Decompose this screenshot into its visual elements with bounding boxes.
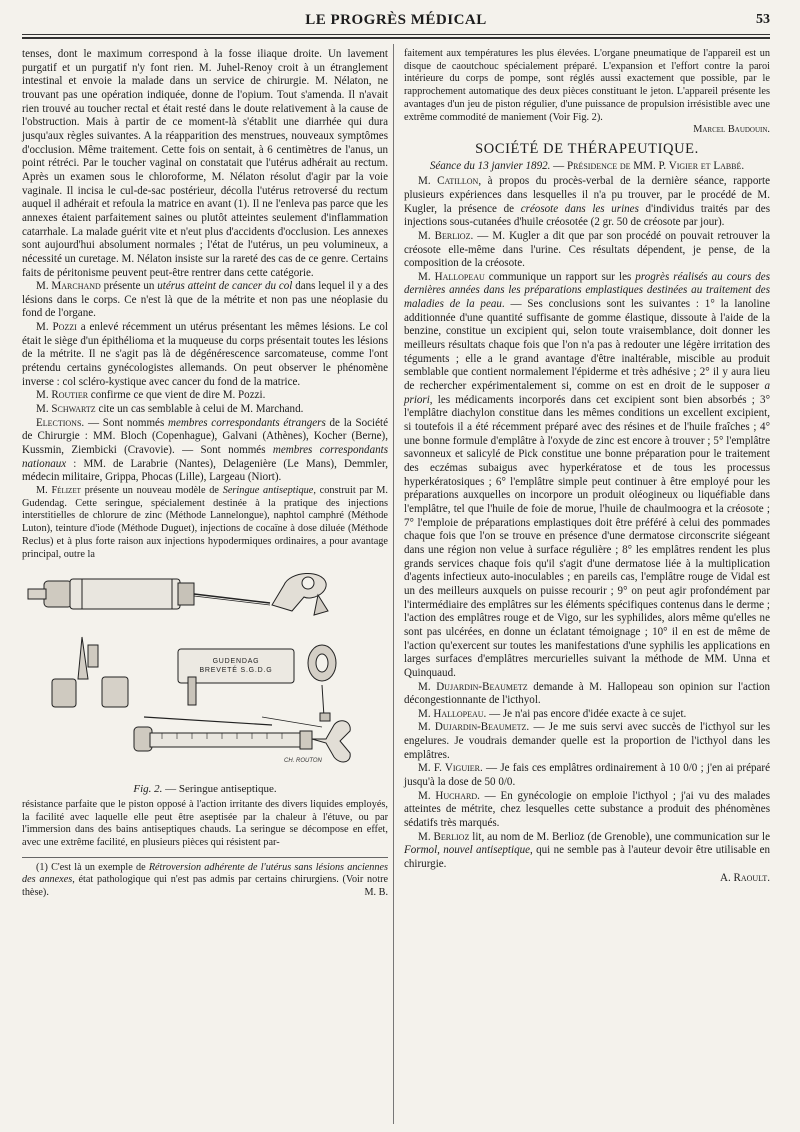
paragraph — [404, 708, 770, 722]
paragraph — [22, 403, 388, 417]
section-label: Elections. — [36, 416, 85, 429]
paragraph: tenses, dont le maximum correspond à la fosse iliaque droite. Un lavement purgatif et un purgatif n'y font rien. M. Juhel-Renoy croit à un étranglement intestinal et envoie la malade dans un service de chirurgie. M. Nélaton, ne trouvant pas une opération indiquée, donne de l'opium. Tout s'amenda. Il n'avait rien trouvé au toucher rectal et était resté dans le doute relativement à la cause de l'obstruction. Mais à partir de ce moment-là s'établit une diarrhée qui dura jusqu'aux règles suivantes. A la réapparition des menstrues, nouveaux symptômes d'occlusion. Même traitement. Cette fois on sentait, à 6 centimètres de l'anus, un point rétréci. Par le toucher vaginal on constatait que l'utérus adhérait au rectum. Après un examen sous le chloroforme, M. Nélaton résolut d'agir par la voie vaginale. Il incisa le cul-de-sac postérieur, décolla l'utérus retroversé du rectum auquel il adhérait et refoula la matrice en avant (1). Il ne l'enleva pas parce que les annexes étaient parfaitement saines ou plutôt atteintes seulement d'inflammation catarrhale. La malade guérit vite et n'eut plus d'accidents d'occlusion. Les annexes sont aujourd'hui absolument normales ; l'état de l'utérus, un peu volumineux, a nécessité un curetage. M. Nélaton insiste sur la rareté des cas de ce genre. Certains faits de péritonisme peuvent peut-être rentrer dans cette catégorie. — [22, 48, 388, 279]
text-run: faitement aux températures les plus élevées. L'organe pneumatique de l'appareil est un disque de caoutchouc spécialement préparé. L'expansion et l'effort contre la paroi intérieure du corps de pompe, sont réglés aussi exactement que possible, par le rapprochement automatique des deux pièces constituant le jeton. L'appareil présente les avantages d'un jeu de piston régulier, d'une puissance de propulsion irrésistible avec une extrême commodité de maniement (Voir Fig. 2). — [404, 48, 770, 123]
assembled-syringe-illustration — [28, 574, 328, 616]
brand-patent: BREVETÉ S.G.D.G — [199, 667, 273, 675]
paragraph — [404, 48, 770, 124]
text-run: . — Je n'ai pas encore d'idée exacte à ce sujet. — [483, 707, 687, 720]
text-run: de la Société de Chirurgie : MM. Bloch (Copenhague), Galvani (Athènes), Kocher (Berne), Kussmin, Ziembicki (Cravovie). — Sont nommés — [22, 416, 388, 457]
barrel-parts-illustration — [52, 637, 336, 727]
speaker-name: M. Félizet — [36, 485, 81, 496]
speaker-name: M. Routier — [36, 389, 89, 402]
page-header — [22, 10, 770, 32]
author-signature — [404, 124, 770, 137]
paragraph — [404, 831, 770, 872]
italic-run: a priori — [404, 380, 770, 406]
speaker-name: M. Hallopeau — [418, 707, 484, 720]
column-divider — [393, 44, 394, 1124]
text-run: d'individus traités par des injections sous-cutanées d'huile créosotée (2 gr. 50 de créosote par jour). — [404, 202, 771, 229]
italic-run: créosote dans les urines — [520, 202, 639, 215]
section-title: SOCIÉTÉ DE THÉRAPEUTIQUE. — [475, 140, 699, 157]
speaker-name: M. Hallopeau — [418, 270, 485, 283]
paragraph — [22, 485, 388, 561]
text-run: . — En gynécologie on emploie l'icthyol ; j'ai vu des malades atteintes de métrite, chez lesquelles cette substance a produit des phénomènes sédatifs très marqués. — [404, 789, 770, 830]
paragraph — [22, 389, 388, 403]
speaker-name: M. Marchand — [36, 280, 101, 293]
author-signature — [404, 872, 770, 886]
brand-name: GUDENDAG — [212, 658, 260, 666]
signature-name: Marcel Baudouin. — [693, 124, 770, 136]
paragraph — [404, 230, 770, 271]
paragraph — [404, 681, 770, 708]
text-run: demande à M. Hallopeau son opinion sur l'action décongestionnante de l'icthyol. — [404, 680, 770, 707]
italic-run: utérus atteint de cancer du col — [157, 280, 293, 293]
italic-run: membres correspondants nationaux — [22, 444, 389, 470]
italic-run: Formol, nouvel antiseptique — [404, 844, 531, 857]
text-run: . — Ses conclusions sont les suivantes : 1° la lanoline additionnée d'une quantité suffisante de gomme élastique, dissoute à l'aide de la benzine, constitue un excipient qui, selon toute vraisemblance, doit donner les meilleurs résultats chaque fois que l'on n'a pas à redouter une légère irritation des téguments ; elle a le grand avantage d'être inaltérable, miscible au produit semblable que contient normalement l'épiderme et très adhésive ; 2° il y aura lieu de rechercher expérimentalement si, comme on est en droit de le supposer — [404, 298, 770, 393]
text-run: . — M. Kugler a dit que par son procédé on pouvait retrouver la créosote elle-même dans l'urine. Ces résultats dépendent, je pense, de la composition de la créosote. — [404, 229, 770, 270]
figure-caption — [22, 783, 388, 797]
right-column — [404, 48, 770, 885]
signature-name: A. Raoult. — [719, 871, 770, 884]
text-run: , les médicaments incorporés dans cet excipient sont bien absorbés ; 3° l'emplâtre diachylon constitue dans les mêmes conditions un excellent excipient, si toutefois il a été récemment préparé avec des résines et de l'huile fraîches ; 4° une bonne formule d'emplâtre à l'oxyde de zinc est encore à trouver ; 5° l'emplâtre savonneux et salicylé de Pick constitue une bonne préparation pour le traitement des eczémas subaigus avec hyperkératose et de tous les processus hyperkératosiques ; 6° l'emplâtre simple peut continuer à être employé pour les préparations auxquelles on incorpore un produit oléogineux ou liquéfiable dans l'emplâtre, tel que l'huile de foie de morue, l'huile de chaulmoogra et la créosote ; 7° l'emploie de préparations emplastiques doit être préféré à celui des pommades chaque fois que l'on se trouve en présence d'une dermatose circonscrite siégeant dans une région non velue à surface régulière ; 8° les emplâtres rendent les plus grands services chaque fois qu'il s'agit d'une dermatose liée à la multiplication d'agents infectieux auto-inoculables ; en pareils cas, l'emplâtre rouge de Vidal est un des meilleurs auxquels on puisse recourir ; 9° on peut agir profondément par l'intermédiaire des emplâtres sur les éléments spécifiques contenus dans le derme ; l'action des emplâtres rouge et de Vigo, sur les syphilides, alors même qu'elles ne sont pas ulcérées, en donne un éclatant témoignage ; 10° il en est de même de l'action qu'exercent sur toutes les manifestations d'une syphilis les applications en larges surfaces d'emplâtres mercurielles suivant la méthode de MM. Unna et Quinquaud. — [404, 393, 770, 679]
text-run: : MM. de Larabrie (Nantes), Delagenière (Le Mans), Demmler, médecin militaire, Grippa, Phocas (Lille), Largeau (Niort). — [22, 457, 388, 484]
syringe-brand-label — [184, 657, 288, 675]
syringe-figure — [22, 567, 388, 781]
text-run: présente un nouveau modèle de — [80, 485, 223, 496]
paragraph — [22, 321, 388, 389]
paragraph: résistance parfaite que le piston opposé à l'action irritante des divers liquides employés, la facilité avec laquelle elle peut être aseptisée par la chaleur à l'étuve, ou par l'immersion dans des bains antiseptiques chauds. La seringue se décompose en effet, avec une extrême facilité, en plusieurs pièces qui résistent par- — [22, 798, 388, 848]
text-run: , état pathologique qui n'est pas admis par certains chirurgiens. (Voir notre thèse). — [22, 874, 388, 898]
text-run: dans lequel il y a des lésions dans le corps. Ce n'est là que de la métrite et non pas une néoplasie du fond de l'organe. — [22, 280, 388, 320]
paragraph — [404, 762, 770, 789]
speaker-name: M. Berlioz — [418, 229, 471, 242]
page-number: 53 — [756, 12, 770, 27]
footnote — [22, 857, 388, 899]
session-header — [404, 160, 770, 174]
session-presidency: — Présidence de MM. P. Vigier et Labbé. — [550, 159, 745, 172]
text-run: cite un cas semblable à celui de M. Marchand. — [95, 403, 304, 416]
text-run: , construit par M. Gudendag. Cette seringue, spécialement destinée à la pratique des injections interstitielles de chlorure de zinc (Méthode Lannelongue), naphtol camphré (Méthode Luton), teinture d'iode (Méthode Duguet), injections de cocaïne à dose diluée (Méthode Reclus) et à plus forte raison aux injections hypodermiques ordinaires, a pour avantage principal, outre la — [22, 485, 388, 560]
text-run: confirme ce que vient de dire M. Pozzi. — [88, 389, 266, 402]
text-run: lit, au nom de M. Berlioz (de Grenoble), une communication sur le — [469, 830, 770, 843]
italic-run: progrès réalisés au cours des dernières années dans les préparations emplastiques destinées au traitement des maladies de la peau — [404, 270, 771, 311]
text-run: (1) C'est là un exemple de — [36, 861, 149, 873]
paragraph — [404, 790, 770, 831]
engraver-signature: CH. ROUTON — [284, 758, 322, 765]
text-run: . — Je me suis servi avec succès de l'icthyol sur les engelures. Je voudrais demander quelle est la proportion de l'icthyol dans les emplâtres. — [404, 721, 771, 761]
text-run: présente un — [100, 280, 158, 293]
text-run: . — Je fais ces emplâtres ordinairement à 10 0/0 ; j'en ai préparé jusqu'à la dose de 50 0/0. — [404, 762, 770, 789]
paragraph — [404, 721, 770, 762]
speaker-name: M. Dujardin-Beaumetz — [418, 721, 527, 734]
session-date: Séance du 13 janvier 1892. — [429, 159, 551, 172]
italic-run: Seringue antiseptique — [222, 485, 314, 496]
footnote-text — [22, 862, 388, 899]
text-run: communique un rapport sur les — [484, 270, 636, 283]
speaker-name: M. Huchard — [418, 789, 478, 802]
paragraph — [22, 417, 388, 485]
running-title: LE PROGRÈS MÉDICAL — [305, 12, 487, 28]
footnote-signature: M. B. — [364, 886, 388, 898]
caption-text: — Seringue antiseptique. — [162, 783, 277, 796]
speaker-name: M. Catillon — [418, 175, 479, 188]
figure-number: Fig. 2. — [133, 783, 163, 796]
text-run: — Sont nommés — [84, 416, 169, 429]
paragraph — [404, 271, 770, 681]
speaker-name: M. Pozzi — [36, 321, 77, 334]
text-run: a enlevé récemment un utérus présentant les mêmes lésions. Le col était le siège d'un épithélioma et la muqueuse du corps présentait toutes les lésions de la métrite. Il ne s'agit pas là de dégénérescence sarcomateuse, comme l'ont prétendu certains gynécologistes allemands. On peut observer le phénomène inverse : col scléro-kystique avec cancer du fond de la matrice. — [22, 321, 388, 388]
speaker-name: M. Berlioz — [418, 830, 470, 843]
speaker-name: M. F. Viguier — [418, 762, 480, 775]
italic-run: Rétroversion adhérente de l'utérus sans lésions anciennes des annexes — [22, 861, 388, 886]
left-column — [22, 48, 388, 899]
header-rule — [22, 34, 770, 39]
paragraph — [22, 280, 388, 321]
speaker-name: M. Schwartz — [36, 403, 96, 416]
text-run: , à propos du procès-verbal de la dernière séance, rapporte plusieurs expériences dans lesquelles il n'a pu trouver, par le procédé de M. Kugler, la présence de — [404, 175, 770, 215]
text-run: , qui ne semble pas à l'auteur devoir être utilisable en chirurgie. — [404, 844, 771, 871]
paragraph — [404, 175, 770, 230]
speaker-name: M. Dujardin-Beaumetz — [418, 680, 528, 693]
italic-run: membres correspondants étrangers — [168, 416, 326, 429]
